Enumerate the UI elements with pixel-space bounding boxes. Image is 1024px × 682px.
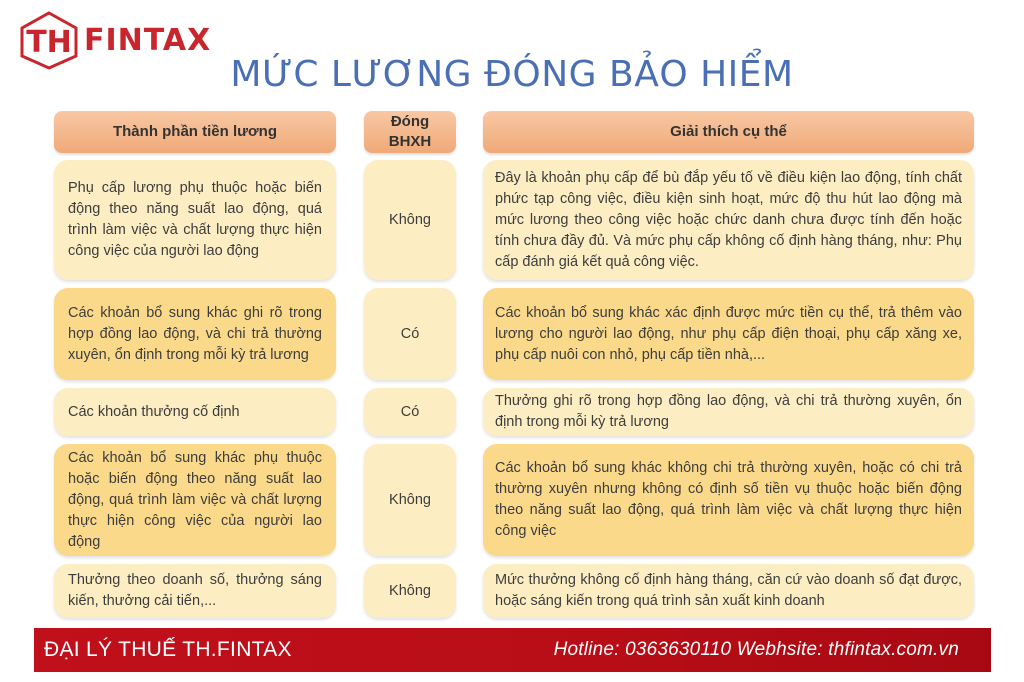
page-title: MỨC LƯƠNG ĐÓNG BẢO HIỂM bbox=[230, 54, 794, 95]
footer-contact: Hotline: 0363630110 Webhsite: thfintax.com.vn bbox=[553, 639, 959, 660]
bhxh-value: Có bbox=[400, 403, 420, 420]
component-text: Thưởng theo doanh số, thưởng sáng kiến, thưởng cải tiến,... bbox=[68, 572, 322, 609]
component-text: Các khoản bổ sung khác ghi rõ trong hợp đồng lao động, và chi trả thường xuyên, ổn định trong mỗi kỳ trả lương bbox=[68, 304, 322, 363]
header-bhxh-line1: Đóng bbox=[390, 112, 430, 130]
explanation-text: Các khoản bổ sung khác xác định được mức tiền cụ thể, trả thêm vào lương cho người lao động, như phụ cấp điện thoại, phụ cấp xăng xe, phụ cấp nuôi con nhỏ, phụ cấp tiền nhà,... bbox=[495, 304, 962, 363]
table-row-bhxh bbox=[364, 288, 456, 380]
header-explanation bbox=[483, 111, 974, 153]
bhxh-value: Không bbox=[389, 491, 431, 508]
bhxh-value: Không bbox=[389, 582, 431, 599]
explanation-text: Mức thưởng không cố định hàng tháng, căn cứ vào doanh số đạt được, hoặc sáng kiến trong quá trình sản xuất kinh doanh bbox=[495, 572, 962, 609]
brand-name: FINTAX bbox=[84, 22, 212, 58]
table-row-explanation bbox=[483, 444, 974, 556]
header-component-label: Thành phần tiền lương bbox=[112, 122, 277, 140]
component-text: Các khoản bổ sung khác phụ thuộc hoặc biến động theo năng suất lao động, quá trình làm việc và chất lượng thực hiện công việc của người lao động bbox=[68, 449, 322, 550]
table-row-component bbox=[54, 564, 336, 618]
table-row-component bbox=[54, 160, 336, 280]
explanation-text: Đây là khoản phụ cấp để bù đắp yếu tố về điều kiện lao động, tính chất phức tạp công việc, điều kiện sinh hoạt, mức độ thu hút lao động mà mức lương theo công việc hoặc chức danh chưa được tính đến hoặc tính chưa đầy đủ. Và mức phụ cấp không cố định hàng tháng, như: Phụ cấp đánh giá kết quả công việc. bbox=[495, 169, 962, 270]
table-row-explanation bbox=[483, 388, 974, 436]
header-explanation-label: Giải thích cụ thể bbox=[670, 122, 787, 140]
table-row-explanation bbox=[483, 160, 974, 280]
explanation-text: Các khoản bổ sung khác không chi trả thường xuyên, hoặc có chi trả thường xuyên nhưng không có định số tiền vụ thuộc hoặc biến động theo năng suất lao động, quá trình làm việc và chất lượng thực hiện công việc bbox=[495, 460, 962, 539]
table-row-bhxh bbox=[364, 160, 456, 280]
table-row-bhxh bbox=[364, 564, 456, 618]
footer-bar bbox=[34, 628, 991, 672]
component-text: Phụ cấp lương phụ thuộc hoặc biến động theo năng suất lao động, quá trình làm việc và chất lượng thực hiện công việc của người lao động bbox=[68, 180, 322, 259]
component-text: Các khoản thưởng cố định bbox=[68, 403, 240, 420]
svg-text:TH: TH bbox=[26, 25, 72, 60]
header-bhxh bbox=[364, 111, 456, 153]
header-component bbox=[54, 111, 336, 153]
table-row-component bbox=[54, 288, 336, 380]
header-bhxh-line2: BHXH bbox=[388, 133, 432, 150]
explanation-text: Thưởng ghi rõ trong hợp đồng lao động, và chi trả thường xuyên, ổn định trong mỗi kỳ trả lương bbox=[495, 393, 962, 430]
table-row-component bbox=[54, 444, 336, 556]
footer-brand: ĐẠI LÝ THUẾ TH.FINTAX bbox=[44, 638, 292, 661]
table-row-bhxh bbox=[364, 444, 456, 556]
table-row-component bbox=[54, 388, 336, 436]
table-row-explanation bbox=[483, 564, 974, 618]
table-row-bhxh bbox=[364, 388, 456, 436]
bhxh-value: Có bbox=[400, 325, 420, 342]
table-row-explanation bbox=[483, 288, 974, 380]
bhxh-value: Không bbox=[389, 211, 431, 228]
